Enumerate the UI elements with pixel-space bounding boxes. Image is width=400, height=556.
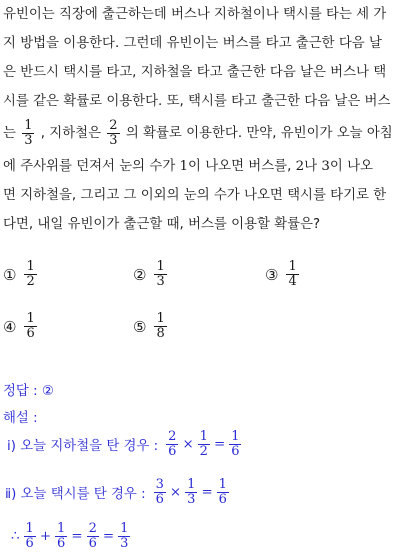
numerator: 1 xyxy=(25,521,34,536)
denominator: 6 xyxy=(57,536,66,551)
denominator: 3 xyxy=(24,132,33,148)
fraction xyxy=(154,478,166,507)
choice-5[interactable] xyxy=(133,312,169,341)
numerator: 1 xyxy=(231,429,240,444)
numerator: 1 xyxy=(57,521,66,536)
denominator: 3 xyxy=(187,492,196,507)
denominator: 6 xyxy=(168,444,177,459)
case-2-row xyxy=(5,478,231,507)
denominator: 3 xyxy=(120,536,129,551)
choice-fraction xyxy=(24,260,36,289)
problem-text-segment: 나 xyxy=(304,159,318,174)
denominator: 3 xyxy=(109,132,118,148)
denominator: 6 xyxy=(26,326,35,341)
choice-mark: ③ xyxy=(265,265,279,284)
choice-fraction xyxy=(286,260,298,289)
problem-text-segment: , 지하철은 xyxy=(40,126,102,141)
fraction-bus xyxy=(22,119,34,148)
choice-4[interactable] xyxy=(3,312,39,341)
numerator: 1 xyxy=(26,311,35,326)
denominator: 2 xyxy=(26,274,35,289)
dice-number: 3 xyxy=(321,159,330,174)
case-1-row xyxy=(7,430,243,459)
choice-mark: ⑤ xyxy=(133,317,147,336)
fraction xyxy=(198,430,210,459)
problem-line: 유빈이는 직장에 출근하는데 버스나 지하철이나 택시를 타는 세 가 xyxy=(3,7,387,22)
problem-text-segment: 이 나오 xyxy=(329,159,373,174)
times-operator: × xyxy=(169,485,182,500)
numerator: 1 xyxy=(187,477,196,492)
denominator: 4 xyxy=(288,274,297,289)
numerator: 1 xyxy=(288,259,297,274)
choice-3[interactable] xyxy=(265,260,301,289)
problem-line xyxy=(3,152,397,181)
case-2-label: ⅱ) 오늘 택시를 탄 경우 : xyxy=(5,487,146,502)
fraction-subway xyxy=(107,119,119,148)
denominator: 6 xyxy=(88,536,97,551)
dice-number: 2 xyxy=(295,159,305,174)
problem-line: 다면, 내일 유빈이가 출근할 때, 버스를 이용할 확률은? xyxy=(3,217,321,232)
numerator: 1 xyxy=(120,521,129,536)
problem-line: 면 지하철을, 그리고 그 이외의 눈의 수가 나오면 택시를 타기로 한 xyxy=(3,188,387,203)
denominator: 6 xyxy=(218,492,227,507)
denominator: 6 xyxy=(231,444,240,459)
numerator: 2 xyxy=(168,429,177,444)
choice-fraction xyxy=(24,312,36,341)
numerator: 1 xyxy=(26,259,35,274)
answer-label: 정답 : ② xyxy=(3,384,54,399)
denominator: 6 xyxy=(155,492,164,507)
equals-operator: = xyxy=(213,437,226,452)
numerator: 1 xyxy=(156,259,165,274)
fraction xyxy=(87,522,99,551)
denominator: 8 xyxy=(156,326,165,341)
times-operator: × xyxy=(182,437,194,452)
conclusion-row xyxy=(9,522,132,551)
denominator: 3 xyxy=(156,274,165,289)
fraction xyxy=(185,478,197,507)
fraction xyxy=(166,430,178,459)
choice-mark: ④ xyxy=(3,317,17,336)
numerator: 2 xyxy=(88,521,97,536)
explanation-label: 해설 : xyxy=(3,411,38,426)
fraction xyxy=(217,478,229,507)
denominator: 2 xyxy=(199,444,208,459)
problem-line: 시를 같은 확률로 이용한다. 또, 택시를 타고 출근한 다음 날은 버스 xyxy=(3,94,391,109)
denominator: 6 xyxy=(25,536,34,551)
numerator: 1 xyxy=(156,311,165,326)
problem-text xyxy=(3,0,397,239)
problem-line: 은 반드시 택시를 타고, 지하철을 타고 출근한 다음 날은 버스나 택 xyxy=(3,65,387,80)
problem-text-segment: 의 확률로 이용한다. 만약, 유빈이가 오늘 아침 xyxy=(125,126,393,141)
equals-operator: = xyxy=(102,529,115,544)
problem-line xyxy=(3,116,397,152)
fraction xyxy=(118,522,130,551)
numerator: 1 xyxy=(24,117,33,133)
problem-text-segment: 는 xyxy=(3,126,16,141)
numerator: 3 xyxy=(155,477,164,492)
dice-number: 1 xyxy=(179,159,189,174)
plus-operator: + xyxy=(39,529,52,544)
choice-fraction xyxy=(154,312,166,341)
equals-operator: = xyxy=(71,529,83,544)
numerator: 2 xyxy=(109,117,118,133)
choice-mark: ① xyxy=(3,265,17,284)
therefore-symbol: ∴ xyxy=(11,529,20,544)
numerator: 1 xyxy=(218,477,227,492)
choice-fraction xyxy=(154,260,166,289)
problem-line: 지 방법을 이용한다. 그런데 유빈이는 버스를 타고 출근한 다음 날 xyxy=(3,36,382,51)
choice-mark: ② xyxy=(133,265,147,284)
fraction xyxy=(55,522,67,551)
numerator: 1 xyxy=(199,429,208,444)
problem-text-segment: 이 나오면 버스를, xyxy=(188,159,292,174)
problem-text-segment: 에 주사위를 던져서 눈의 수가 xyxy=(3,159,176,174)
choice-1[interactable] xyxy=(3,260,39,289)
equals-operator: = xyxy=(201,485,213,500)
fraction xyxy=(24,522,36,551)
choice-2[interactable] xyxy=(133,260,169,289)
case-1-label: ⅰ) 오늘 지하철을 탄 경우 : xyxy=(7,439,159,454)
fraction xyxy=(229,430,241,459)
